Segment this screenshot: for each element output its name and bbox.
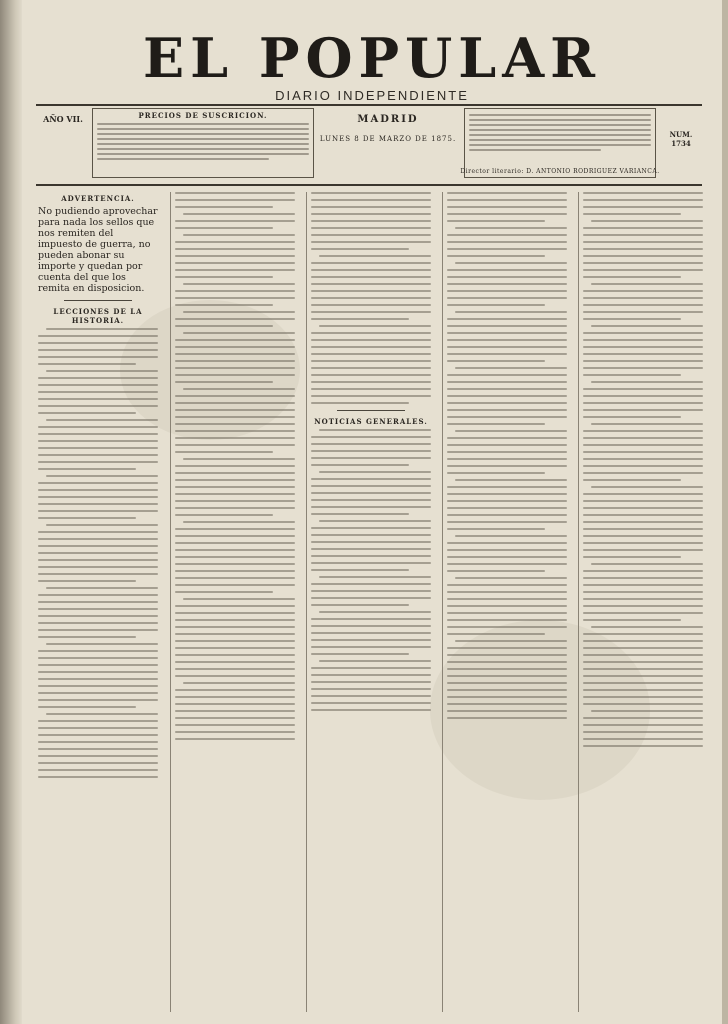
dateline bbox=[318, 114, 458, 143]
column-1 bbox=[34, 192, 162, 1012]
column-2 bbox=[170, 192, 299, 1012]
issue-number: NUM. 1734 bbox=[669, 130, 693, 148]
column-5 bbox=[578, 192, 707, 1012]
newspaper-subtitle: DIARIO INDEPENDIENTE bbox=[275, 88, 469, 103]
noticias-heading: NOTICIAS GENERALES. bbox=[314, 417, 428, 426]
column-4 bbox=[442, 192, 571, 1012]
subscription-prices-box bbox=[92, 108, 314, 178]
masthead bbox=[40, 26, 704, 103]
city-label: MADRID bbox=[357, 114, 419, 125]
subscription-prices-title: PRECIOS DE SUSCRICION. bbox=[138, 111, 268, 120]
article-columns bbox=[34, 192, 706, 1014]
advertencia-heading: ADVERTENCIA. bbox=[61, 194, 135, 203]
date-label: LUNES 8 DE MARZO DE 1875. bbox=[319, 135, 457, 143]
column-3 bbox=[306, 192, 435, 1012]
page-binding bbox=[0, 0, 22, 1024]
lecciones-heading: LECCIONES DE LA HISTORIA. bbox=[53, 307, 143, 325]
year-label: AÑO VII. bbox=[43, 114, 83, 124]
newspaper-title: EL POPULAR bbox=[142, 26, 601, 90]
page-edge bbox=[722, 0, 728, 1024]
advertencia-text: No pudiendo aprovechar para nada los sellos que nos remiten del impuesto de guerra, no pueden abonar su importe y quedan por cuenta del que los remita en disposicion. bbox=[38, 206, 158, 294]
director-line: Director literario: D. ANTONIO RODRIGUEZ VARIANCA. bbox=[460, 168, 660, 175]
